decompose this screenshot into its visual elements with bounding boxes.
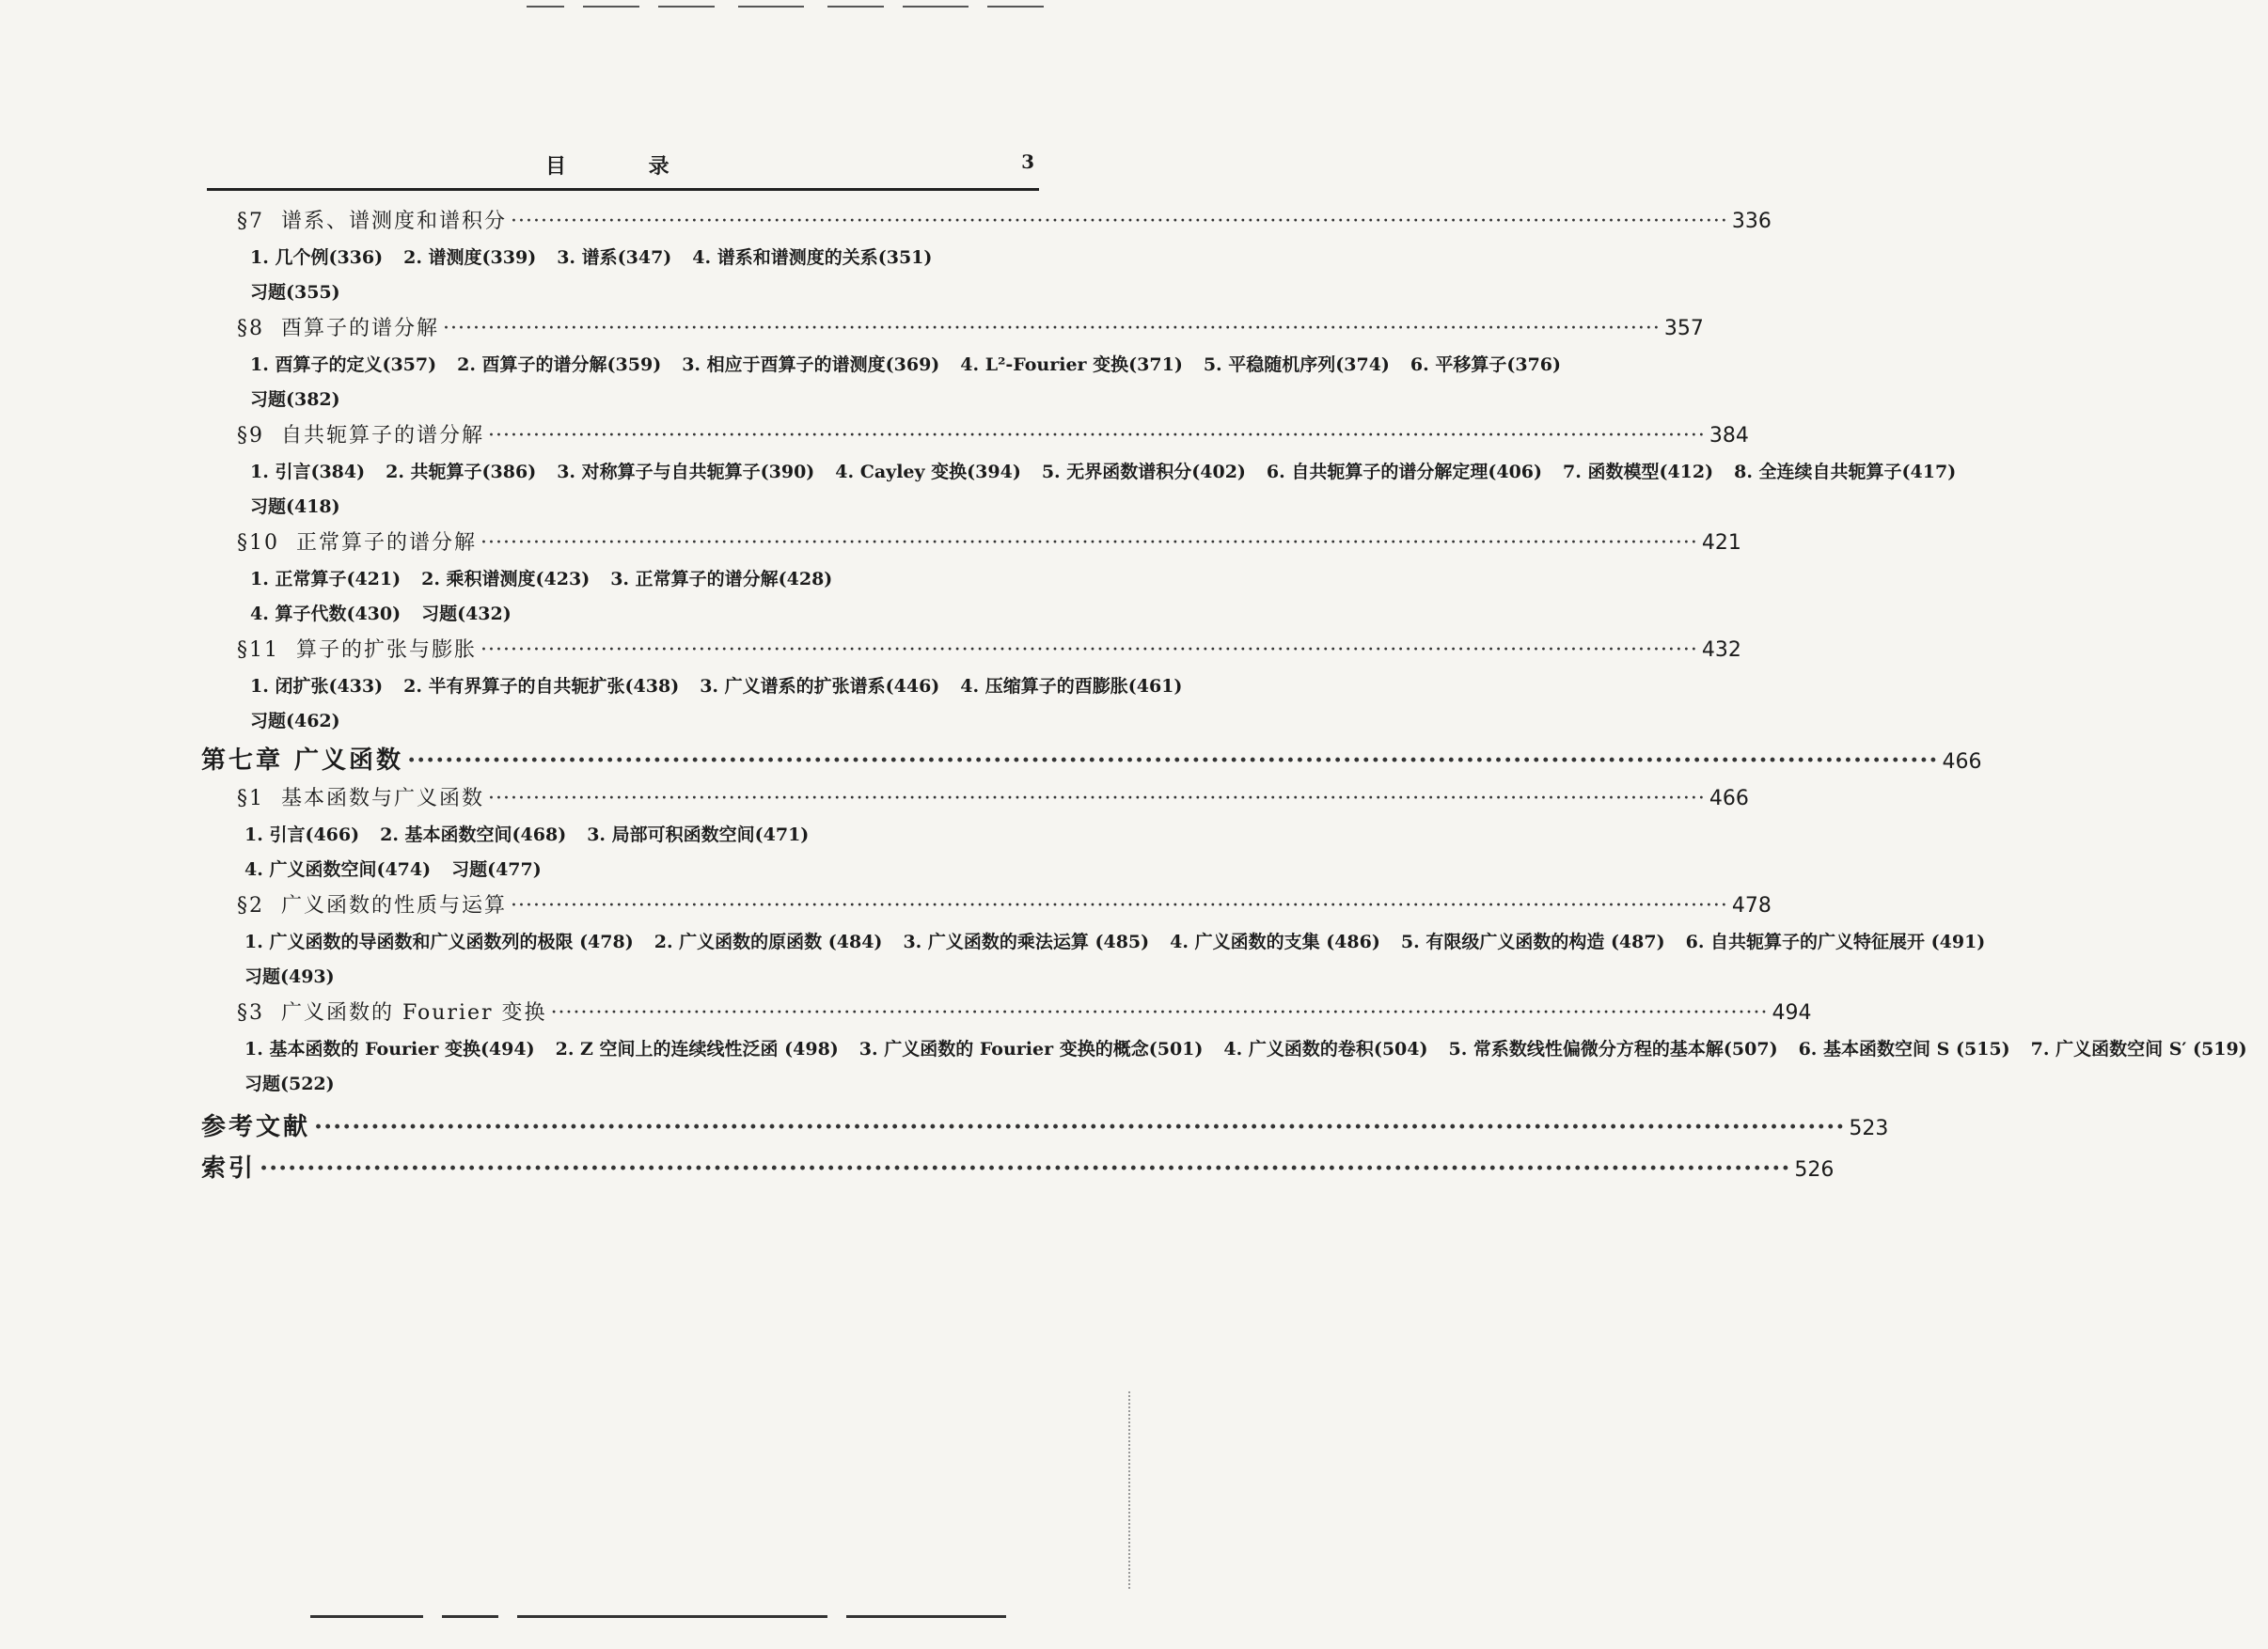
- subsection-item[interactable]: 1. 酉算子的定义(357): [250, 354, 437, 375]
- section-page: 336: [1731, 210, 1772, 233]
- exercises-item[interactable]: 习题(432): [421, 604, 512, 624]
- toc-ch7-section-1[interactable]: [237, 782, 1749, 818]
- section-page: 432: [1701, 638, 1741, 662]
- subsection-item[interactable]: 2. 广义函数的原函数 (484): [654, 932, 883, 952]
- leader-dots: [260, 1154, 1790, 1183]
- toc-section-8[interactable]: [237, 312, 1704, 348]
- scan-artifact-bottom: [310, 1615, 1006, 1619]
- chapter-page: 466: [1942, 750, 1982, 774]
- section-label: §1 基本函数与广义函数: [237, 787, 485, 810]
- subsection-item[interactable]: 3. 广义函数的乘法运算 (485): [903, 932, 1150, 952]
- leader-dots: [488, 424, 1706, 448]
- subsection-item[interactable]: 2. 谱测度(339): [403, 247, 537, 268]
- subsection-item[interactable]: 3. 广义谱系的扩张谱系(446): [700, 676, 940, 697]
- exercises-item[interactable]: 习题(382): [250, 389, 340, 410]
- section-page: 357: [1663, 317, 1704, 340]
- exercises-item[interactable]: 习题(418): [250, 496, 340, 517]
- subsection-item[interactable]: 2. 乘积谱测度(423): [421, 569, 591, 589]
- subsection-item[interactable]: 4. 广义函数的卷积(504): [1223, 1039, 1428, 1060]
- subsection-item[interactable]: 7. 广义函数空间 S′ (519): [2030, 1039, 2247, 1060]
- subsection-list: [244, 1032, 2247, 1102]
- table-of-contents: [0, 205, 2247, 1190]
- toc-ch7-section-3[interactable]: [237, 997, 1812, 1032]
- section-page: 384: [1709, 424, 1749, 448]
- subsection-item[interactable]: 8. 全连续自共轭算子(417): [1734, 462, 1957, 482]
- index-page: 526: [1794, 1158, 1835, 1182]
- subsection-item[interactable]: 6. 自共轭算子的谱分解定理(406): [1266, 462, 1542, 482]
- toc-ch7-section-2[interactable]: [237, 889, 1772, 925]
- page-number: 3: [1021, 150, 1034, 173]
- subsection-item[interactable]: 3. 正常算子的谱分解(428): [610, 569, 833, 589]
- subsection-item[interactable]: 1. 几个例(336): [250, 247, 384, 268]
- subsection-item[interactable]: 5. 无界函数谱积分(402): [1041, 462, 1246, 482]
- scan-artifact-right: [1128, 1391, 1132, 1589]
- subsection-item[interactable]: 4. 广义函数空间(474): [244, 859, 432, 880]
- exercises-item[interactable]: 习题(355): [250, 282, 340, 303]
- header-rule: [207, 188, 1039, 191]
- page-title: 目 录: [545, 154, 707, 179]
- section-label: §10 正常算子的谱分解: [237, 531, 478, 555]
- section-label: §3 广义函数的 Fourier 变换: [237, 1001, 547, 1025]
- chapter-title: 第七章 广义函数: [201, 746, 404, 775]
- subsection-item[interactable]: 4. 压缩算子的酉膨胀(461): [960, 676, 1183, 697]
- subsection-item[interactable]: 3. 相应于酉算子的谱测度(369): [682, 354, 940, 375]
- subsection-item[interactable]: 5. 有限级广义函数的构造 (487): [1400, 932, 1665, 952]
- subsection-item[interactable]: 1. 正常算子(421): [250, 569, 402, 589]
- subsection-item[interactable]: 1. 闭扩张(433): [250, 676, 384, 697]
- toc-section-7[interactable]: [237, 205, 1772, 241]
- leader-dots: [480, 638, 1698, 662]
- leader-dots: [511, 210, 1728, 233]
- leader-dots: [551, 1001, 1769, 1025]
- subsection-item[interactable]: 1. 引言(384): [250, 462, 366, 482]
- subsection-list: [250, 348, 1562, 417]
- subsection-item[interactable]: 4. 算子代数(430): [250, 604, 402, 624]
- subsection-list: [250, 241, 1012, 310]
- scan-artifact-top: [527, 0, 1053, 17]
- subsection-item[interactable]: 3. 谱系(347): [557, 247, 672, 268]
- section-label: §8 酉算子的谱分解: [237, 317, 440, 340]
- subsection-item[interactable]: 7. 函数模型(412): [1563, 462, 1714, 482]
- subsection-list: [250, 562, 1012, 632]
- section-page: 478: [1731, 894, 1772, 918]
- section-label: §2 广义函数的性质与运算: [237, 894, 508, 918]
- subsection-item[interactable]: 3. 局部可积函数空间(471): [587, 824, 810, 845]
- subsection-list: [250, 455, 1957, 525]
- subsection-item[interactable]: 6. 自共轭算子的广义特征展开 (491): [1685, 932, 1986, 952]
- subsection-item[interactable]: 2. 酉算子的谱分解(359): [457, 354, 662, 375]
- subsection-item[interactable]: 3. 对称算子与自共轭算子(390): [557, 462, 815, 482]
- section-page: 466: [1709, 787, 1749, 810]
- section-page: 494: [1772, 1001, 1812, 1025]
- leader-dots: [511, 894, 1728, 918]
- subsection-item[interactable]: 2. 基本函数空间(468): [380, 824, 567, 845]
- subsection-list: [250, 669, 1183, 739]
- subsection-item[interactable]: 4. L²-Fourier 变换(371): [960, 354, 1183, 375]
- toc-references[interactable]: [201, 1107, 1889, 1149]
- subsection-item[interactable]: 5. 平稳随机序列(374): [1203, 354, 1390, 375]
- leader-dots: [443, 317, 1661, 340]
- subsection-item[interactable]: 2. 共轭算子(386): [386, 462, 537, 482]
- toc-section-10[interactable]: [237, 526, 1741, 562]
- subsection-item[interactable]: 6. 基本函数空间 S (515): [1798, 1039, 2010, 1060]
- toc-section-11[interactable]: [237, 634, 1741, 669]
- section-label: §7 谱系、谱测度和谱积分: [237, 210, 508, 233]
- subsection-item[interactable]: 2. Z 空间上的连续线性泛函 (498): [555, 1039, 839, 1060]
- subsection-item[interactable]: 3. 广义函数的 Fourier 变换的概念(501): [858, 1039, 1204, 1060]
- exercises-item[interactable]: 习题(462): [250, 711, 340, 731]
- subsection-list: [244, 925, 1986, 995]
- references-title: 参考文献: [201, 1113, 311, 1141]
- subsection-item[interactable]: 4. 谱系和谱测度的关系(351): [692, 247, 933, 268]
- leader-dots: [314, 1113, 1845, 1141]
- subsection-item[interactable]: 5. 常系数线性偏微分方程的基本解(507): [1448, 1039, 1778, 1060]
- section-label: §11 算子的扩张与膨胀: [237, 638, 478, 662]
- leader-dots: [480, 531, 1698, 555]
- section-page: 421: [1701, 531, 1741, 555]
- subsection-item[interactable]: 1. 广义函数的导函数和广义函数列的极限 (478): [244, 932, 634, 952]
- toc-section-9[interactable]: [237, 419, 1749, 455]
- exercises-item[interactable]: 习题(522): [244, 1074, 335, 1094]
- leader-dots: [488, 787, 1706, 810]
- subsection-item[interactable]: 1. 引言(466): [244, 824, 360, 845]
- subsection-item[interactable]: 6. 平移算子(376): [1410, 354, 1562, 375]
- toc-index[interactable]: [201, 1149, 1835, 1190]
- leader-dots: [407, 746, 1938, 775]
- index-title: 索引: [201, 1154, 257, 1183]
- subsection-list: [244, 818, 1006, 887]
- subsection-item[interactable]: 4. Cayley 变换(394): [835, 462, 1021, 482]
- toc-chapter-7[interactable]: [201, 741, 1982, 782]
- subsection-item[interactable]: 1. 基本函数的 Fourier 变换(494): [244, 1039, 535, 1060]
- exercises-item[interactable]: 习题(477): [451, 859, 542, 880]
- subsection-item[interactable]: 4. 广义函数的支集 (486): [1170, 932, 1380, 952]
- section-label: §9 自共轭算子的谱分解: [237, 424, 485, 448]
- page-header: [207, 150, 1034, 184]
- subsection-item[interactable]: 2. 半有界算子的自共轭扩张(438): [403, 676, 680, 697]
- exercises-item[interactable]: 习题(493): [244, 966, 335, 987]
- references-page: 523: [1849, 1117, 1889, 1140]
